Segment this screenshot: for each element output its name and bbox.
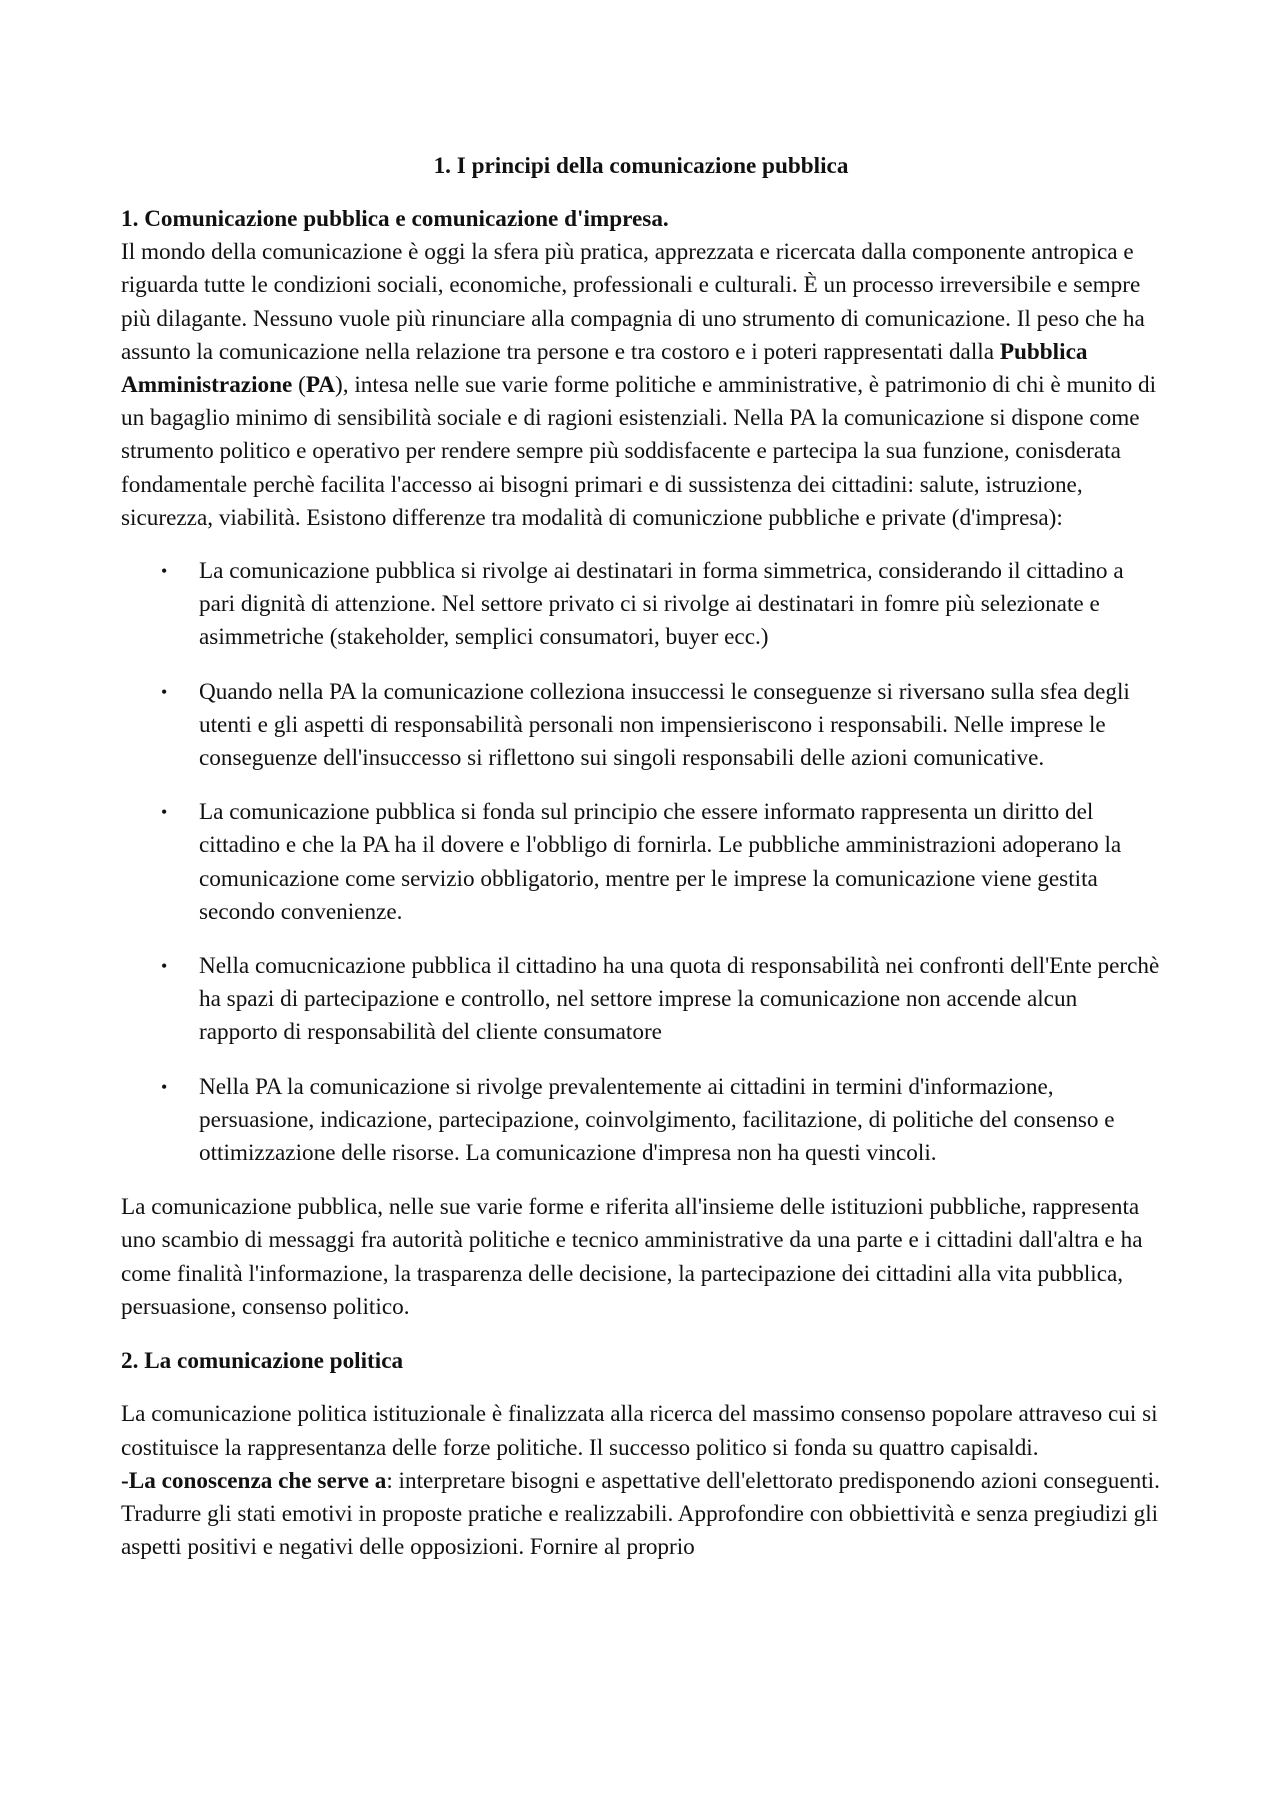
- bullet-icon: •: [161, 561, 168, 582]
- list-item-text: Quando nella PA la comunicazione colleziona insuccessi le conseguenze si riversano sulla sfea degli utenti e gli aspetti di responsabilità personali non impensieriscono i responsabili. Nelle imprese le conseguenze dell'insuccesso si riflettono sui singoli responsabili delle azioni comunicative.: [199, 678, 1130, 772]
- list-item-text: La comunicazione pubblica si fonda sul principio che essere informato rappresenta un diritto del cittadino e che la PA ha il dovere e l'obbligo di fornirla. Le pubbliche amministrazioni adoperano la comunicazione come servizio obbligatorio, mentre per le imprese la comunicazione viene gestita secondo convenienze.: [199, 799, 1122, 925]
- conoscenza-bold: -La conoscenza che serve a: [121, 1467, 387, 1494]
- conoscenza-text: : interpretare bisogni e aspettative dell'elettorato predisponendo azioni conseguenti. Tradurre gli stati emotivi in proposte pratiche e realizzabili. Approfondire con obbiettività e senza pregiudizi gli aspetti positivi e negativi delle opposizioni. Fornire al proprio: [121, 1467, 1160, 1561]
- list-item-text: La comunicazione pubblica si rivolge ai destinatari in forma simmetrica, considerando il cittadino a pari dignità di attenzione. Nel settore privato ci si rivolge ai destinatari in fomre più selezionate e asimmetriche (stakeholder, semplici consumatori, buyer ecc.): [199, 558, 1124, 651]
- section-1-heading: 1. Comunicazione pubblica e comunicazione d'impresa.: [121, 206, 669, 232]
- section-1-intro: [121, 236, 1161, 535]
- list-item: [121, 950, 1161, 1050]
- bullet-icon: •: [161, 1076, 168, 1097]
- list-item: [121, 1071, 1161, 1171]
- list-item: [121, 676, 1161, 776]
- list-item-text: Nella PA la comunicazione si rivolge prevalentemente ai cittadini in termini d'informazione, persuasione, indicazione, partecipazione, coinvolgimento, facilitazione, di politiche del consenso e ottimizzazione delle risorse. La comunicazione d'impresa non ha questi vincoli.: [199, 1073, 1115, 1167]
- intro-text-2: (: [292, 372, 306, 399]
- section-2-heading: 2. La comunicazione politica: [121, 1348, 404, 1375]
- document-page: [121, 150, 1161, 1564]
- intro-text-3: ), intesa nelle sue varie forme politiche e amministrative, è patrimonio di chi è munito di un bagaglio minimo di sensibilità sociale e di ragioni esistenziali. Nella PA la comunicazione si dispone come strumento politico e operativo per rendere sempre più soddisfacente e partecipa la sua funzione, conisderata fondamentale perchè facilita l'accesso ai bisogni primari e di sussistenza dei cittadini: salute, istruzione, sicurezza, viabilità. Esistono differenze tra modalità di comuniczione pubbliche e private (d'impresa):: [121, 372, 1157, 531]
- intro-text-1: Il mondo della comunicazione è oggi la sfera più pratica, apprezzata e ricercata dalla componente antropica e riguarda tutte le condizioni sociali, economiche, professionali e culturali. È un processo irreversibile e sempre più dilagante. Nessuno vuole più rinunciare alla compagnia di uno strumento di comunicazione. Il peso che ha assunto la comunicazione nella relazione tra persone e tra costoro e i poteri rappresentati dalla: [121, 239, 1145, 365]
- section-2-conoscenza: [121, 1465, 1161, 1565]
- bullet-icon: •: [161, 681, 168, 702]
- differences-list: [121, 555, 1161, 1170]
- intro-bold-pubblica-amministrazione: Pubblica Amministrazione: [121, 338, 1088, 399]
- list-item: [121, 796, 1161, 929]
- list-item: [121, 555, 1161, 655]
- document-title: 1. I principi della comunicazione pubblica: [433, 153, 849, 179]
- section-1-closing: La comunicazione pubblica, nelle sue varie forme e riferita all'insieme delle istituzioni pubbliche, rappresenta uno scambio di messaggi fra autorità politiche e tecnico amministrative da una parte e i cittadini dall'altra e ha come finalità l'informazione, la trasparenza delle decisione, la partecipazione dei cittadini alla vita pubblica, persuasione, consenso politico.: [121, 1194, 1143, 1320]
- section-2-paragraph: La comunicazione politica istituzionale è finalizzata alla ricerca del massimo consenso popolare attraveso cui si costituisce la rappresentanza delle forze politiche. Il successo politico si fonda su quattro capisaldi.: [121, 1401, 1158, 1461]
- list-item-text: Nella comucnicazione pubblica il cittadino ha una quota di responsabilità nei confronti dell'Ente perchè ha spazi di partecipazione e controllo, nel settore imprese la comunicazione non accende alcun rapporto di responsabilità del cliente consumatore: [199, 953, 1160, 1046]
- bullet-icon: •: [161, 802, 168, 823]
- bullet-icon: •: [161, 956, 168, 977]
- intro-bold-pa: PA: [305, 372, 336, 399]
